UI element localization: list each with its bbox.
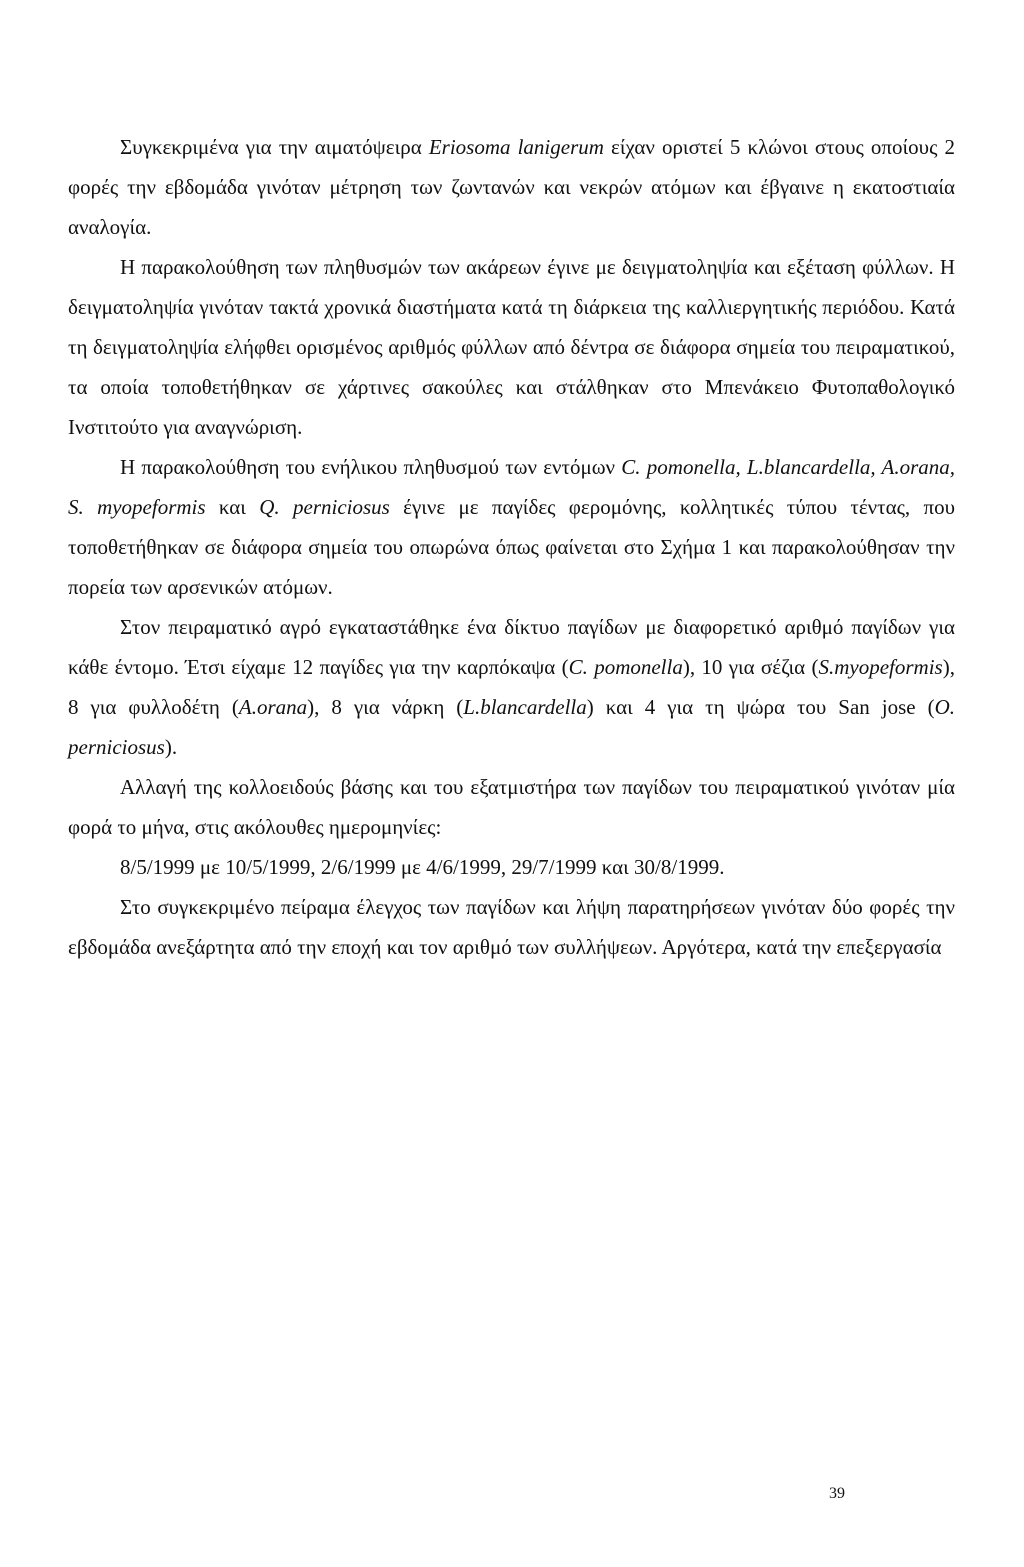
text-run: Η παρακολούθηση των πληθυσμών των ακάρεων έγινε με δειγματοληψία και εξέταση φύλλων. Η δειγματοληψία γινόταν τακτά χρονικά διαστήματα κατά τη διάρκεια της καλλιεργητικής περιόδου. Κατά τη δειγματοληψία ελήφθει ορισμένος αριθμός φύλλων από δέντρα σε διάφορα σημεία του πειραματικού, τα οποία τοποθετήθηκαν σε χάρτινες σακούλες και στάλθηκαν στο Μπενάκειο Φυτοπαθολογικό Ινστιτούτο για αναγνώριση. [68, 255, 955, 439]
paragraph [68, 247, 955, 447]
paragraph [68, 847, 955, 887]
paragraph [68, 607, 955, 767]
text-run: ), 10 για σέζια ( [682, 655, 819, 679]
text-run: 8/5/1999 με 10/5/1999, 2/6/1999 με 4/6/1999, 29/7/1999 και 30/8/1999. [120, 855, 725, 879]
text-run: έγινε με παγίδες φερομόνης, κολλητικές τύπου τέντας, που τοποθετήθηκαν σε διάφορα σημεία του οπωρώνα όπως φαίνεται στο Σχήμα 1 και παρακολούθησαν την πορεία των αρσενικών ατόμων. [68, 495, 955, 599]
text-run: Συγκεκριμένα για την αιματόψειρα [120, 135, 429, 159]
text-run: είχαν οριστεί 5 κλώνοι στους οποίους 2 φορές την εβδομάδα γινόταν μέτρηση των ζωντανών και νεκρών ατόμων και έβγαινε η εκατοστιαία αναλογία. [68, 135, 956, 239]
italic-term: A.orana [238, 695, 308, 719]
italic-term: Q. perniciosus [259, 495, 390, 519]
body-text [68, 127, 955, 967]
text-run: ) και 4 για τη ψώρα του San jose ( [586, 695, 935, 719]
text-run: Στον πειραματικό αγρό εγκαταστάθηκε ένα δίκτυο παγίδων με διαφορετικό αριθμό παγίδων για κάθε έντομο. Έτσι είχαμε 12 παγίδες για την καρπόκαψα ( [68, 615, 955, 679]
paragraph [68, 767, 955, 847]
text-run: Αλλαγή της κολλοειδούς βάσης και του εξατμιστήρα των παγίδων του πειραματικού γινόταν μία φορά το μήνα, στις ακόλουθες ημερομηνίες: [68, 775, 955, 839]
text-run: Η παρακολούθηση του ενήλικου πληθυσμού των εντόμων [120, 455, 622, 479]
italic-term: Eriosoma lanigerum [428, 135, 604, 159]
italic-term: L.blancardella [463, 695, 587, 719]
text-run: ), 8 για φυλλοδέτη ( [68, 655, 955, 719]
text-run: ), 8 για νάρκη ( [307, 695, 464, 719]
italic-term: C. pomonella [568, 655, 683, 679]
page-number: 39 [829, 1485, 845, 1502]
text-run: ). [164, 735, 178, 759]
paragraph [68, 127, 955, 247]
text-run: και [205, 495, 260, 519]
paragraph [68, 447, 955, 607]
italic-term: O. perniciosus [68, 695, 955, 759]
italic-term: C. pomonella, L.blancardella, A.orana, S. myopeformis [68, 455, 956, 519]
paragraph [68, 887, 955, 967]
text-run: Στο συγκεκριμένο πείραμα έλεγχος των παγίδων και λήψη παρατηρήσεων γινόταν δύο φορές την εβδομάδα ανεξάρτητα από την εποχή και τον αριθμό των συλλήψεων. Αργότερα, κατά την επεξεργασία [68, 895, 955, 959]
italic-term: S.myopeformis [818, 655, 943, 679]
